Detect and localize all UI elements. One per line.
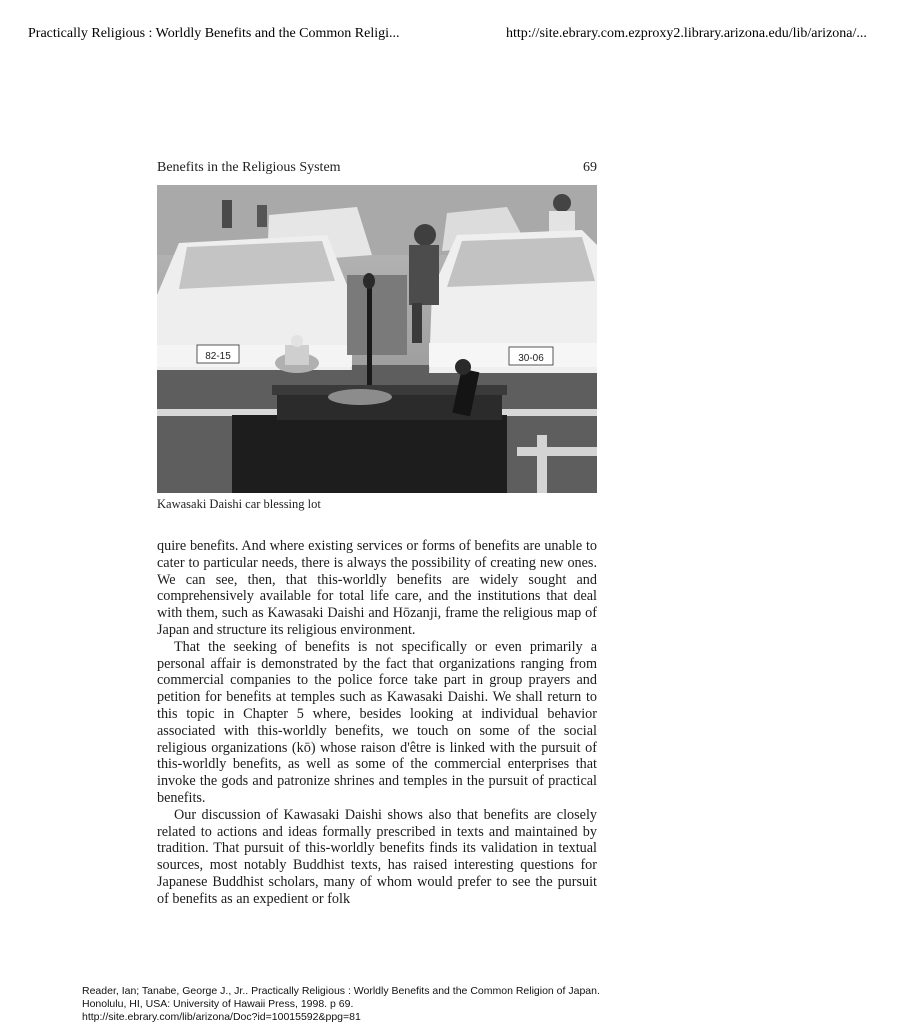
citation-line: Reader, Ian; Tanabe, George J., Jr.. Practically Religious : Worldly Benefits and the Common Religion of Japan. bbox=[82, 985, 600, 997]
browser-print-header bbox=[0, 26, 918, 46]
document-title: Practically Religious : Worldly Benefits and the Common Religi... bbox=[28, 26, 400, 41]
running-head-title: Benefits in the Religious System bbox=[157, 160, 341, 175]
document-url[interactable]: http://site.ebrary.com.ezproxy2.library.arizona.edu/lib/arizona/... bbox=[506, 26, 867, 41]
figure-caption: Kawasaki Daishi car blessing lot bbox=[157, 497, 321, 511]
citation-footer bbox=[82, 985, 600, 1024]
right-license-plate: 30-06 bbox=[518, 353, 544, 364]
body-text bbox=[157, 538, 597, 908]
citation-link[interactable]: http://site.ebrary.com/lib/arizona/Doc?id=10015592&ppg=81 bbox=[82, 1011, 361, 1023]
page-number: 69 bbox=[583, 160, 597, 175]
paragraph: Our discussion of Kawasaki Daishi shows also that benefits are closely related to actions and ideas formally prescribed in texts and maintained by tradition. That pursuit of this-worldly benefits finds its validation in textual sources, most notably Buddhist texts, has raised interesting questions for Japanese Buddhist scholars, many of whom would prefer to see the pursuit of benefits as an expedient or folk bbox=[157, 806, 597, 907]
paragraph: quire benefits. And where existing services or forms of benefits are unable to cater to particular needs, there is always the possibility of creating new ones. We can see, then, that this-worldly benefits are widely sought and comprehensively available for total life care, and the institutions that deal with them, such as Kawasaki Daishi and Hōzanji, frame the religious map of Japan and structure its religious environment. bbox=[157, 538, 597, 638]
car-blessing-photo bbox=[157, 185, 597, 493]
left-license-plate: 82-15 bbox=[205, 351, 231, 362]
citation-line: Honolulu, HI, USA: University of Hawaii Press, 1998. p 69. bbox=[82, 998, 354, 1010]
paragraph: That the seeking of benefits is not specifically or even primarily a personal affair is demonstrated by the fact that organizations ranging from commercial companies to the police force take part in group prayers and petition for benefits at temples such as Kawasaki Daishi. We shall return to this topic in Chapter 5 where, besides looking at individual behavior associated with this-worldly benefits, we touch on some of the social religious organizations (kō) whose raison d'être is linked with the pursuit of this-worldly benefits, as well as some of the commercial enterprises that invoke the gods and patronize shrines and temples in the pursuit of practical benefits. bbox=[157, 638, 597, 806]
